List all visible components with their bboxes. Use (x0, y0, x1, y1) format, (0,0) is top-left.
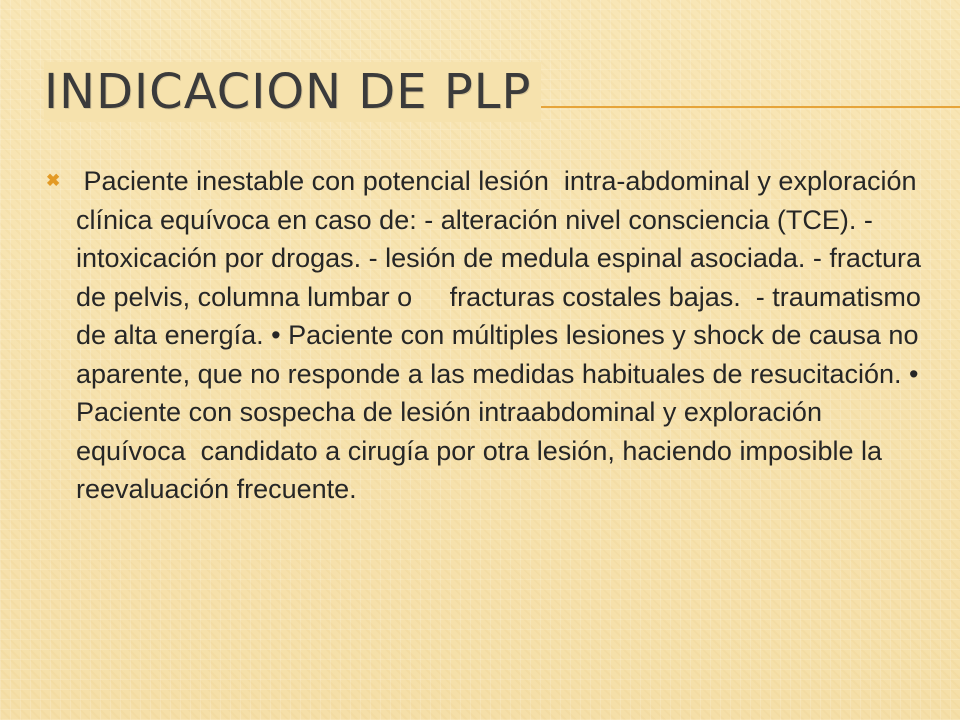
slide-content (44, 162, 932, 509)
bullet-item (44, 162, 932, 509)
bullet-text: Paciente inestable con potencial lesión intra-abdominal y exploración clínica equívoca en caso de: - alteración nivel consciencia (TCE). - intoxicación por drogas. - lesión de medula espinal asociada. - fractura de pelvis, columna lumbar o fracturas costales bajas. - traumatismo de alta energía. • Paciente con múltiples lesiones y shock de causa no aparente, que no responde a las medidas habituales de resucitación. • Paciente con sospecha de lesión intraabdominal y exploración equívoca candidato a cirugía por otra lesión, haciendo imposible la reevaluación frecuente. (76, 166, 932, 504)
slide-title: INDICACION DE PLP (44, 62, 541, 122)
title-area (44, 62, 960, 122)
x-mark-bullet-icon: ✖ (46, 171, 61, 190)
